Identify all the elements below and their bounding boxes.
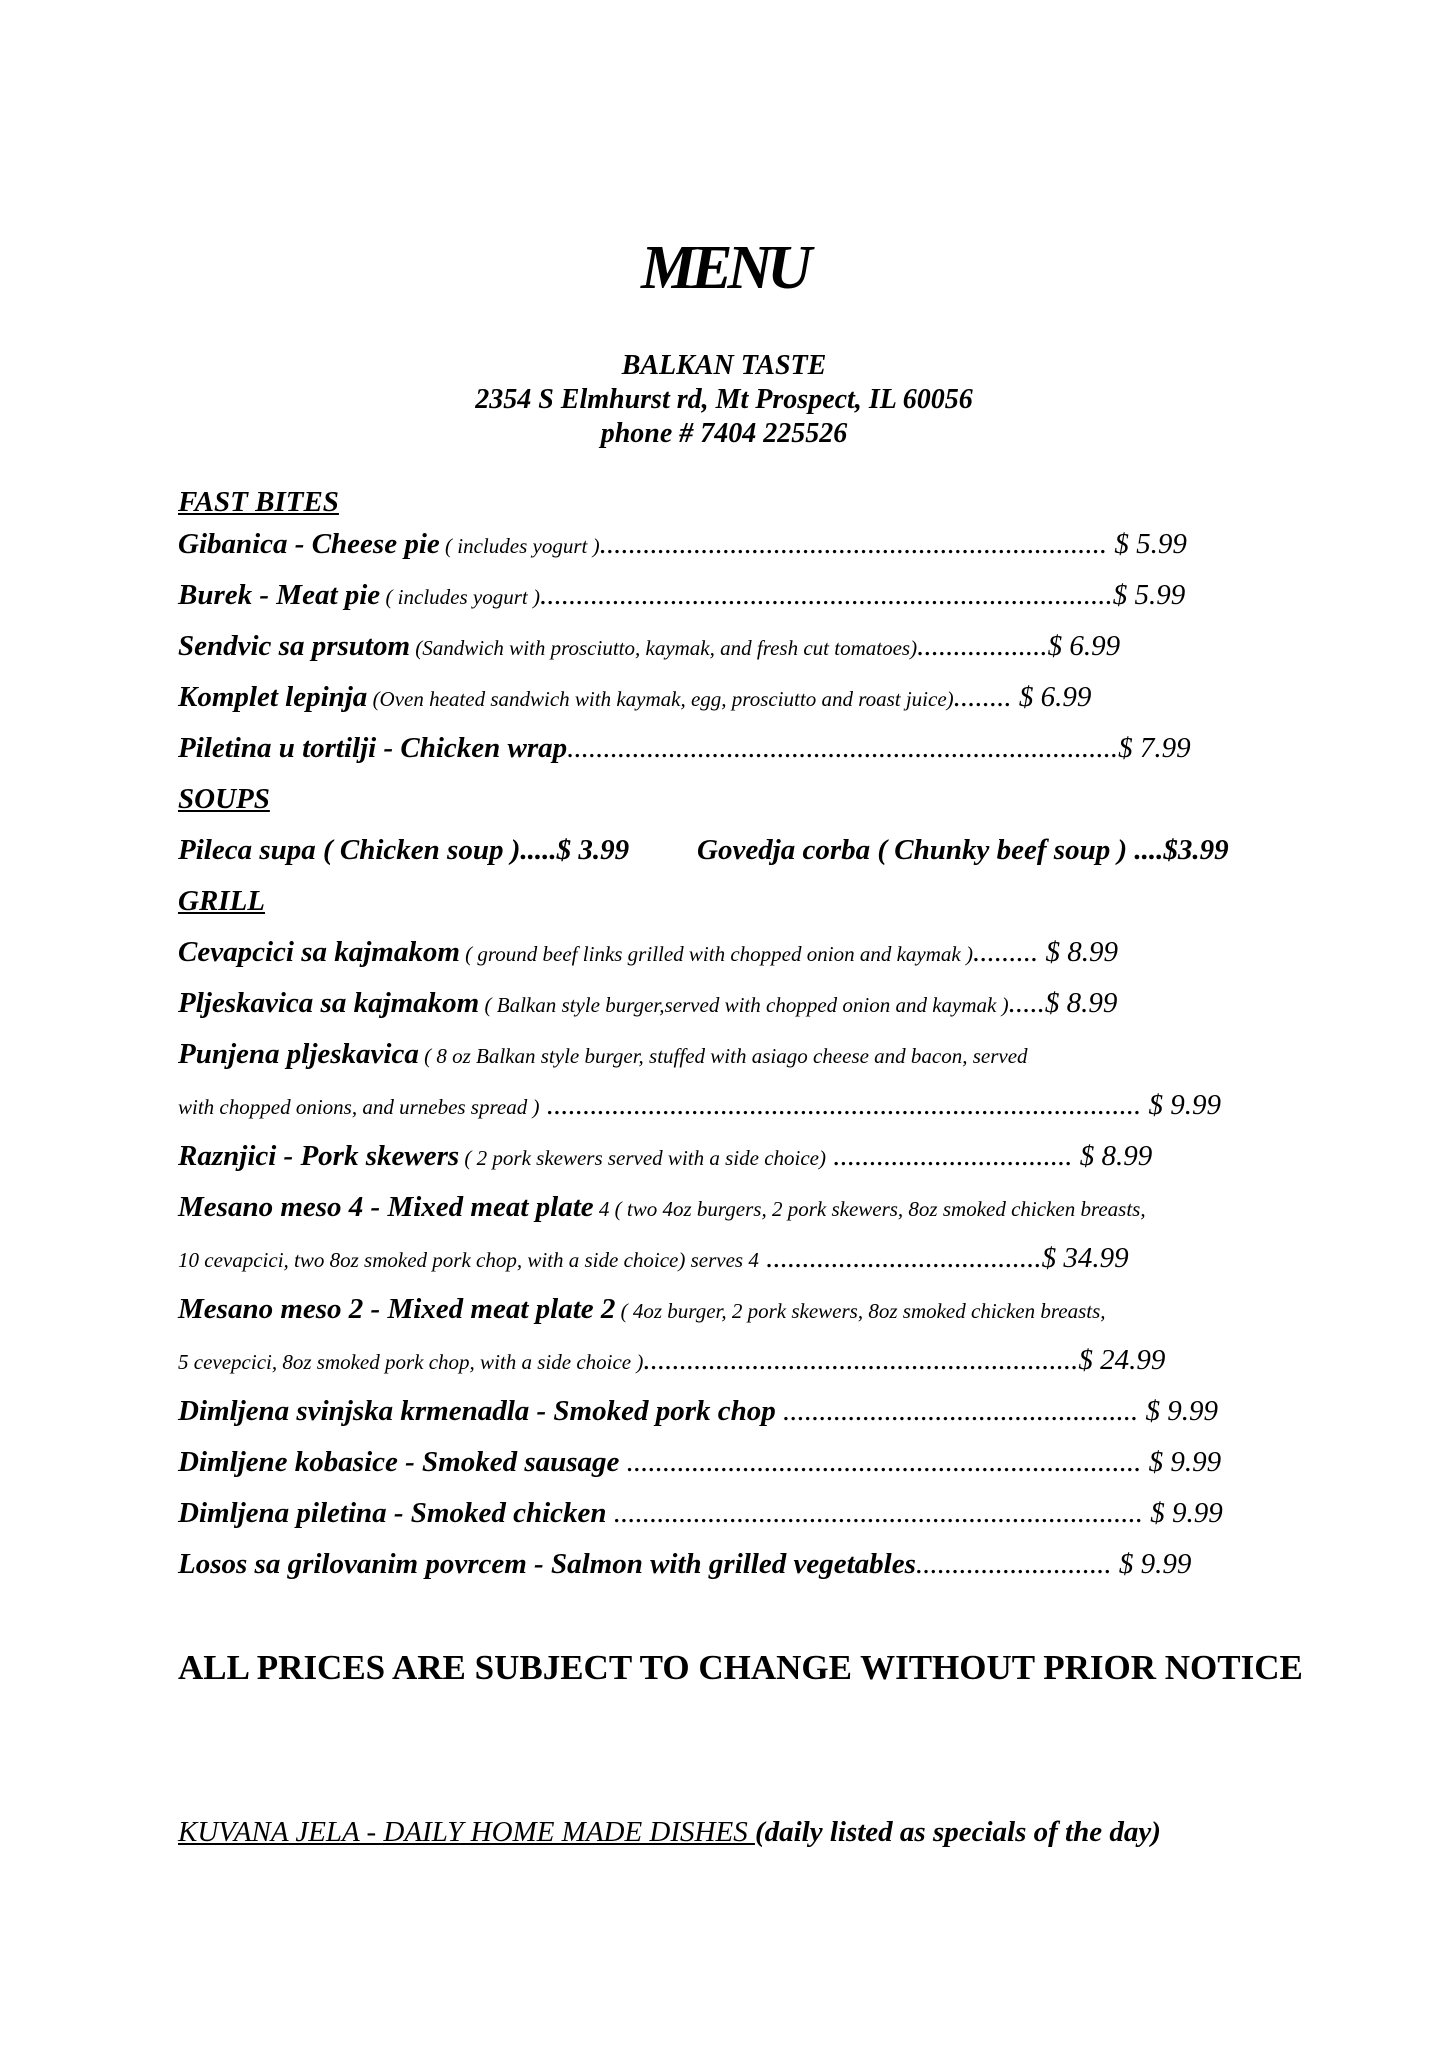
item-desc: ( Balkan style burger,served with chopped onion and kaymak ) — [479, 993, 1009, 1017]
restaurant-phone: phone # 7404 225526 — [600, 418, 848, 449]
menu-item-smoked-pork-chop — [178, 1391, 1218, 1431]
item-desc: 10 cevapcici, two 8oz smoked pork chop, with a side choice) serves 4 — [178, 1248, 759, 1272]
daily-dishes-heading: KUVANA JELA - DAILY HOME MADE DISHES — [178, 1816, 755, 1848]
menu-item-raznjici — [178, 1136, 1152, 1178]
menu-title: MENU — [640, 234, 808, 302]
item-price: .................................................................................. $ 9.99 — [539, 1089, 1221, 1121]
item-price: ......................................$ 34.99 — [758, 1242, 1129, 1274]
menu-item-pljeskavica — [178, 983, 1117, 1025]
menu-item-gibanica — [178, 524, 1187, 566]
item-name: Cevapcici sa kajmakom — [178, 936, 460, 968]
item-price: ......... $ 8.99 — [972, 936, 1118, 968]
menu-item-beef-soup: Govedja corba ( Chunky beef soup ) ....$3.99 — [697, 834, 1229, 866]
item-price: ................................................. $ 9.99 — [775, 1395, 1219, 1427]
daily-dishes-note: (daily listed as specials of the day) — [754, 1816, 1161, 1848]
item-desc: ( 2 pork skewers served with a side choice) — [459, 1146, 826, 1170]
restaurant-name: BALKAN TASTE — [621, 350, 827, 381]
item-desc: ( ground beef links grilled with chopped onion and kaymak ) — [459, 942, 973, 966]
item-price: ............................................................$ 24.99 — [643, 1344, 1166, 1376]
menu-item-mesano-meso-2 — [178, 1289, 1106, 1331]
item-name: Losos sa grilovanim povrcem - Salmon with grilled vegetables — [178, 1548, 916, 1580]
item-name: Komplet lepinja — [178, 681, 368, 713]
item-desc: ( includes yogurt ) — [439, 534, 600, 558]
item-name: Pljeskavica sa kajmakom — [178, 987, 480, 1019]
item-desc: ( 4oz burger, 2 pork skewers, 8oz smoked chicken breasts, — [615, 1299, 1106, 1323]
item-name: Raznjici - Pork skewers — [178, 1140, 460, 1172]
menu-item-burek — [178, 575, 1185, 617]
item-name: Punjena pljeskavica — [178, 1038, 419, 1070]
section-soups-heading: SOUPS — [178, 783, 270, 815]
item-name: Dimljena piletina - Smoked chicken — [178, 1497, 607, 1529]
item-price: ...................................................................... $ 5.99 — [599, 528, 1187, 560]
item-name: Piletina u tortilji - Chicken wrap — [178, 732, 568, 764]
item-price: ....................................................................... $ 9.99 — [619, 1446, 1222, 1478]
item-name: Gibanica - Cheese pie — [178, 528, 440, 560]
item-price: ................................. $ 8.99 — [825, 1140, 1153, 1172]
item-desc: (Oven heated sandwich with kaymak, egg, prosciutto and roast juice) — [367, 687, 954, 711]
item-price: ........................... $ 9.99 — [915, 1548, 1192, 1580]
menu-item-sendvic — [178, 626, 1120, 668]
item-name: Mesano meso 4 - Mixed meat plate — [178, 1191, 594, 1223]
menu-item-punjena-pljeskavica — [178, 1034, 1028, 1076]
menu-item-mesano-meso-4-cont — [178, 1238, 1129, 1280]
daily-dishes-line — [178, 1812, 1161, 1852]
menu-item-chicken-soup: Pileca supa ( Chicken soup ).....$ 3.99 — [178, 834, 630, 866]
item-price: ...............................................................................$ 5.99 — [539, 579, 1186, 611]
price-notice: ALL PRICES ARE SUBJECT TO CHANGE WITHOUT PRIOR NOTICE — [178, 1648, 1303, 1687]
item-name: Dimljene kobasice - Smoked sausage — [178, 1446, 620, 1478]
item-desc: (Sandwich with prosciutto, kaymak, and fresh cut tomatoes) — [410, 636, 918, 660]
menu-item-mesano-meso-4 — [178, 1187, 1146, 1229]
menu-item-punjena-pljeskavica-cont — [178, 1085, 1221, 1127]
item-desc: ( 8 oz Balkan style burger, stuffed with asiago cheese and bacon, served — [418, 1044, 1028, 1068]
item-price: ......................................................................... $ 9.99 — [606, 1497, 1223, 1529]
item-desc: 4 ( two 4oz burgers, 2 pork skewers, 8oz smoked chicken breasts, — [593, 1197, 1146, 1221]
section-grill-heading: GRILL — [178, 885, 265, 917]
item-name: Mesano meso 2 - Mixed meat plate 2 — [178, 1293, 616, 1325]
section-fast-bites-heading: FAST BITES — [178, 486, 339, 518]
item-desc: ( includes yogurt ) — [380, 585, 540, 609]
menu-item-cevapcici — [178, 932, 1118, 974]
menu-item-smoked-sausage — [178, 1442, 1221, 1482]
menu-item-komplet-lepinja — [178, 677, 1091, 719]
menu-item-smoked-chicken — [178, 1493, 1223, 1533]
item-price: ..................$ 6.99 — [917, 630, 1121, 662]
restaurant-address: 2354 S Elmhurst rd, Mt Prospect, IL 60056 — [475, 384, 973, 415]
item-price: ........ $ 6.99 — [953, 681, 1092, 713]
item-desc: with chopped onions, and urnebes spread ) — [178, 1095, 540, 1119]
item-name: Burek - Meat pie — [178, 579, 381, 611]
item-price: .....$ 8.99 — [1008, 987, 1118, 1019]
menu-item-mesano-meso-2-cont — [178, 1340, 1165, 1382]
item-price: ............................................................................$ 7.99 — [567, 732, 1191, 764]
item-desc: 5 cevepcici, 8oz smoked pork chop, with a side choice ) — [178, 1350, 644, 1374]
item-name: Dimljena svinjska krmenadla - Smoked pork chop — [178, 1395, 776, 1427]
item-name: Sendvic sa prsutom — [178, 630, 411, 662]
menu-item-chicken-wrap — [178, 728, 1191, 768]
menu-item-salmon — [178, 1544, 1191, 1584]
